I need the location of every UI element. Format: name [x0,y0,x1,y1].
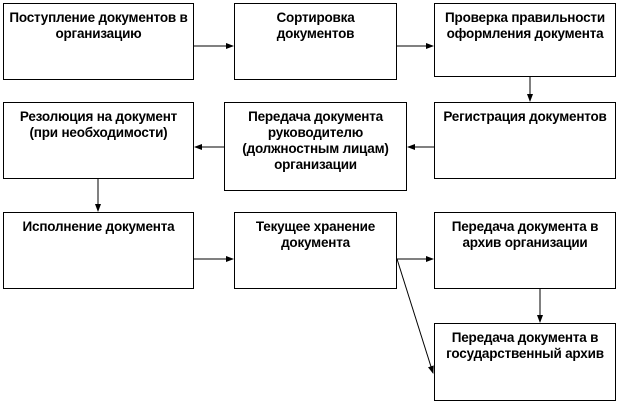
box-document-sorting-label: Сортировка документов [276,10,355,41]
box-org-archive-transfer-label: Передача документа в архив организации [451,219,599,250]
box-document-receipt-label: Поступление документов в организацию [9,10,188,41]
box-state-archive-transfer [434,323,616,401]
box-execution [3,212,194,289]
box-resolution-label: Резолюция на документ (при необходимости) [19,109,178,140]
box-current-storage-label: Текущее хранение документа [255,219,376,250]
box-transfer-to-head-label: Передача документа руководителю (должностным лицам) организации [242,109,389,172]
box-document-receipt [3,3,194,80]
box-current-storage [234,212,397,289]
box-resolution [3,102,194,179]
box-org-archive-transfer [434,212,616,289]
arrow-current-storage-to-state-archive [397,259,433,373]
box-transfer-to-head [224,102,407,191]
box-document-check [434,3,616,77]
box-execution-label: Исполнение документа [22,219,175,234]
box-state-archive-transfer-label: Передача документа в государственный архив [446,330,604,361]
box-registration-label: Регистрация документов [443,109,607,124]
box-document-sorting [234,3,397,80]
box-registration [434,102,616,179]
box-document-check-label: Проверка правильности оформления документа [445,10,605,41]
